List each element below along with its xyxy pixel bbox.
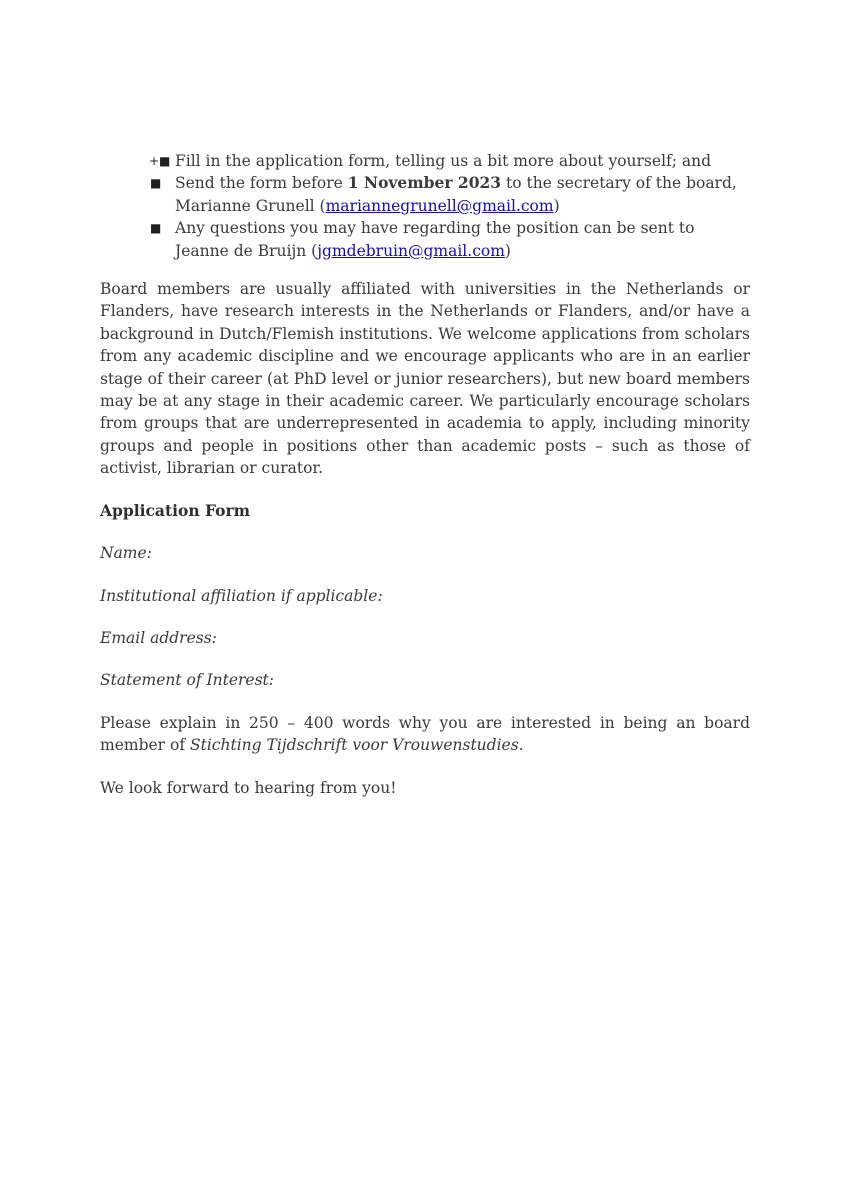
list-item: [100, 217, 750, 262]
intro-paragraph: Board members are usually affiliated with universities in the Netherlands or Flanders, have research interests in the Netherlands or Flanders, and/or have a background in Dutch/Flemish institutions. We welcome applications from scholars from any academic discipline and we encourage applicants who are in an earlier stage of their career (at PhD level or junior researchers), but new board members may be at any stage in their academic career. We particularly encourage scholars from groups that are underrepresented in academia to apply, including minority groups and people in positions other than academic posts – such as those of activist, librarian or curator.: [100, 280, 750, 478]
list-item-text: to the secretary of the board, Marianne Grunell (: [175, 174, 737, 215]
list-item-text: ): [553, 196, 560, 215]
document-content: [100, 150, 750, 819]
bullet-marker: +■: [149, 154, 171, 168]
list-item: [100, 150, 750, 172]
explain-end: .: [518, 736, 524, 755]
list-item-text: Send the form before: [175, 174, 348, 193]
deadline-date: 1 November 2023: [347, 173, 502, 193]
bullet-marker: ■: [150, 221, 162, 236]
explain-text: Please explain in 250 – 400 words why you are interested in being an board member of: [100, 713, 750, 755]
list-item-text: Any questions you may have regarding the position can be sent to Jeanne de Bruijn (: [175, 219, 695, 260]
affiliation-field-label: Institutional affiliation if applicable:: [100, 586, 383, 605]
contact-email-link[interactable]: jgmdebruin@gmail.com: [317, 241, 505, 260]
list-item-text: ): [504, 241, 511, 260]
statement-field-label: Statement of Interest:: [100, 671, 274, 690]
explain-paragraph: [100, 712, 750, 757]
application-form-heading: Application Form: [100, 500, 251, 520]
list-item: [100, 172, 750, 217]
email-field-label: Email address:: [100, 628, 217, 647]
foundation-name: Stichting Tijdschrift voor Vrouwenstudies: [190, 736, 519, 755]
name-field-label: Name:: [100, 544, 152, 563]
list-item-text: Fill in the application form, telling us a bit more about yourself; and: [175, 152, 712, 170]
instruction-list: [100, 150, 750, 262]
bullet-marker: ■: [150, 176, 162, 191]
secretary-email-link[interactable]: mariannegrunell@gmail.com: [325, 196, 554, 215]
closing-line: We look forward to hearing from you!: [100, 778, 397, 797]
